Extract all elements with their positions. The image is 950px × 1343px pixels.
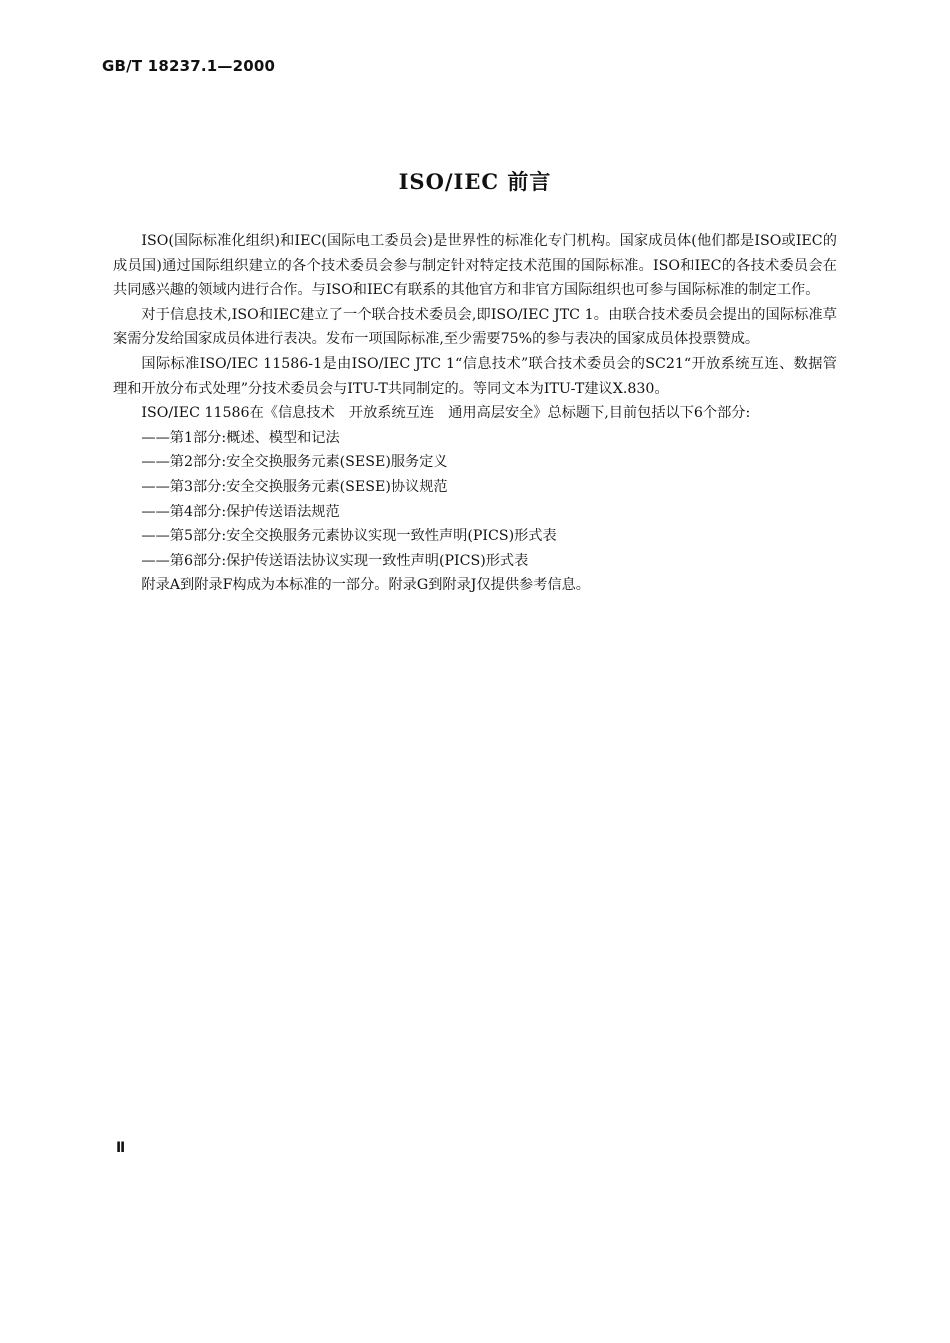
paragraph-standard-origin: 国际标准ISO/IEC 11586-1是由ISO/IEC JTC 1“信息技术”联合技术委员会的SC21“开放系统互连、数据管理和开放分布式处理”分技术委员会与ITU-T共同制定的。等同文本为ITU-T建议X.830。 xyxy=(113,355,837,397)
paragraph-iso-iec-intro: ISO(国际标准化组织)和IEC(国际电工委员会)是世界性的标准化专门机构。国家成员体(他们都是ISO或IEC的成员国)通过国际组织建立的各个技术委员会参与制定针对特定技术范围的国际标准。ISO和IEC的各技术委员会在共同感兴趣的领域内进行合作。与ISO和IEC有联系的其他官方和非官方国际组织也可参与国际标准的制定工作。 xyxy=(113,233,837,299)
paragraph-annexes: 附录A到附录F构成为本标准的一部分。附录G到附录J仅提供参考信息。 xyxy=(141,577,590,594)
foreword-body xyxy=(113,229,837,598)
paragraph-jtc1: 对于信息技术,ISO和IEC建立了一个联合技术委员会,即ISO/IEC JTC 1。由联合技术委员会提出的国际标准草案需分发给国家成员体进行表决。发布一项国际标准,至少需要75%的参与表决的国家成员体投票赞成。 xyxy=(113,306,837,348)
part-list-item: ——第4部分:保护传送语法规范 xyxy=(141,503,340,520)
page-number: Ⅱ xyxy=(116,1140,126,1156)
part-list-item: ——第6部分:保护传送语法协议实现一致性声明(PICS)形式表 xyxy=(141,552,529,569)
part-list-item: ——第5部分:安全交换服务元素协议实现一致性声明(PICS)形式表 xyxy=(141,528,557,545)
part-list-item: ——第1部分:概述、模型和记法 xyxy=(141,429,340,446)
paragraph-parts-intro: ISO/IEC 11586在《信息技术 开放系统互连 通用高层安全》总标题下,目前包括以下6个部分: xyxy=(141,405,751,422)
part-list-item: ——第2部分:安全交换服务元素(SESE)服务定义 xyxy=(141,454,448,471)
standard-number-header: GB/T 18237.1—2000 xyxy=(102,57,276,75)
part-list-item: ——第3部分:安全交换服务元素(SESE)协议规范 xyxy=(141,478,448,495)
page-title: ISO/IEC 前言 xyxy=(398,169,552,194)
